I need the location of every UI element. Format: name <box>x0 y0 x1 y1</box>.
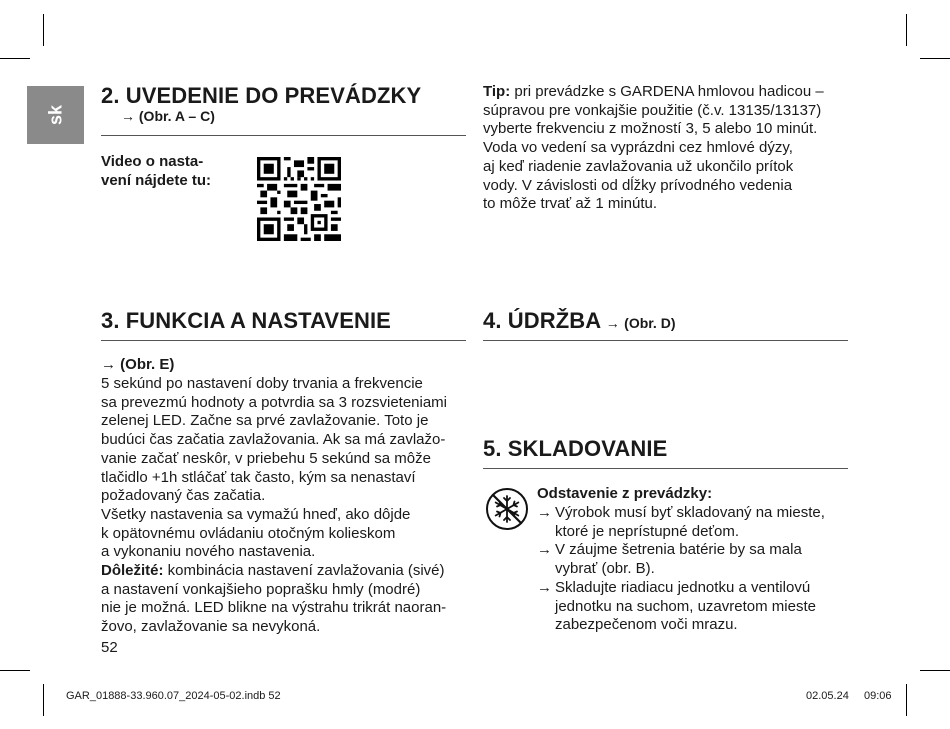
section-3-body <box>101 375 447 637</box>
section-2-title: 2. UVEDENIE DO PREVÁDZKY <box>101 83 422 108</box>
footer-time: 09:06 <box>864 690 892 702</box>
section-divider <box>483 340 848 341</box>
arrow-icon: → <box>537 504 552 521</box>
video-note-line: vení nájdete tu: <box>101 171 212 189</box>
footer-file-info: GAR_01888-33.960.07_2024-05-02.indb 52 <box>66 690 281 702</box>
list-item-line: vybrať (obr. B). <box>555 560 655 578</box>
tip-line: vody. V závislosti od dĺžky prívodného vedenia <box>483 176 793 194</box>
section-divider <box>101 135 466 136</box>
tip-line: aj keď riadenie zavlažovania už ukončilo prítok <box>483 157 794 175</box>
tip-paragraph <box>483 83 824 214</box>
crop-mark <box>0 58 30 59</box>
tip-text: pri prevádzke s GARDENA hmlovou hadicou – <box>510 83 824 100</box>
crop-mark <box>906 14 907 46</box>
body-line: a vykonaniu nového nastavenia. <box>101 543 316 561</box>
list-item <box>537 541 847 578</box>
storage-section <box>537 485 712 504</box>
arrow-icon: → <box>101 356 116 373</box>
body-line: nie je možná. LED blikne na výstrahu trikrát naoran- <box>101 599 447 617</box>
body-line: sa prevezmú hodnoty a potvrdia sa 3 rozsvieteniami <box>101 393 448 411</box>
page-number: 52 <box>101 639 118 656</box>
arrow-icon: → <box>537 541 552 559</box>
footer-date: 02.05.24 <box>806 690 849 702</box>
tip-line: to môže trvať až 1 minútu. <box>483 195 658 213</box>
arrow-icon: → <box>605 315 620 331</box>
section-4-ref-text: (Obr. D) <box>624 315 676 331</box>
body-line: 5 sekúnd po nastavení doby trvania a frekvencie <box>101 375 423 392</box>
tip-label: Tip: <box>483 83 511 100</box>
section-3-title: 3. FUNKCIA A NASTAVENIE <box>101 308 391 333</box>
section-divider <box>101 340 466 341</box>
tip-line: vyberte frekvenciu z možností 3, 5 alebo 10 minút. <box>483 120 818 138</box>
storage-list <box>537 504 847 635</box>
important-text: kombinácia nastavení zavlažovania (sivé) <box>163 562 445 580</box>
tip-line: súpravou pre vonkajšie použitie (č.v. 13135/13137) <box>483 101 822 119</box>
section-5-title: 5. SKLADOVANIE <box>483 436 668 461</box>
video-note <box>101 153 211 190</box>
body-line: tlačidlo +1h stláčať tak často, kým sa nenastaví <box>101 468 416 486</box>
language-tab <box>27 86 84 144</box>
crop-mark <box>920 58 950 59</box>
crop-mark <box>0 670 30 671</box>
body-line: žovo, zavlažovanie sa nevykoná. <box>101 618 321 636</box>
list-item-line: Výrobok musí byť skladovaný na mieste, <box>555 504 825 521</box>
list-item-line: V záujme šetrenia batérie by sa mala <box>555 541 802 559</box>
section-2-ref-text: (Obr. A – C) <box>138 108 215 124</box>
list-item-line: jednotku na suchom, uzavretom mieste <box>555 597 816 615</box>
section-3-ref-text: (Obr. E) <box>120 356 175 373</box>
section-3-reference <box>101 356 174 375</box>
language-code: sk <box>45 104 65 126</box>
important-label: Dôležité: <box>101 562 164 580</box>
crop-mark <box>43 14 44 46</box>
tip-line <box>483 83 824 102</box>
section-2-reference <box>121 108 215 124</box>
list-item-line: ktoré je neprístupné deťom. <box>555 522 740 540</box>
body-line: vanie začať neskôr, v priebehu 5 sekúnd sa môže <box>101 449 431 467</box>
video-note-line: Video o nasta- <box>101 153 204 170</box>
tip-line: Voda vo vedení sa vyprázdni cez hmlové dýzy, <box>483 139 793 157</box>
body-line <box>101 562 447 581</box>
crop-mark <box>906 684 907 716</box>
body-line: k opätovnému ovládaniu otočným kolieskom <box>101 524 396 542</box>
list-item <box>537 579 847 635</box>
section-4-heading <box>483 308 676 334</box>
body-line: budúci čas začatia zavlažovania. Ak sa má zavlažo- <box>101 431 446 449</box>
list-item <box>537 504 847 541</box>
section-divider <box>483 468 848 469</box>
section-4-title: 4. ÚDRŽBA <box>483 308 602 333</box>
arrow-icon: → <box>537 578 552 596</box>
body-line: zelenej LED. Začne sa prvé zavlažovanie. Toto je <box>101 412 429 430</box>
storage-subheading: Odstavenie z prevádzky: <box>537 485 713 502</box>
body-line: požadovaný čas začatia. <box>101 487 266 505</box>
qr-code-icon[interactable] <box>257 157 341 241</box>
list-item-line: zabezpečenom voči mrazu. <box>555 616 738 634</box>
arrow-icon: → <box>121 108 135 124</box>
body-line: Všetky nastavenia sa vymažú hneď, ako dôjde <box>101 505 411 523</box>
crop-mark <box>920 670 950 671</box>
body-line: a nastavení vonkajšieho poprašku hmly (modré) <box>101 580 421 598</box>
crop-mark <box>43 684 44 716</box>
list-item-line: Skladujte riadiacu jednotku a ventilovú <box>555 578 811 596</box>
no-frost-icon <box>485 487 529 531</box>
